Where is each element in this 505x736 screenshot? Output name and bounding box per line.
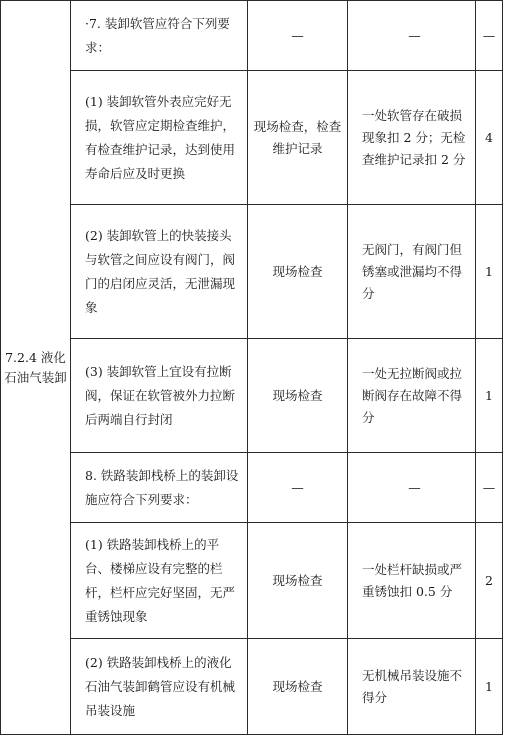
points-cell [476, 639, 503, 735]
scoring-text: 一处软管存在破损现象扣 2 分；无检查维护记录扣 2 分 [362, 107, 466, 167]
requirement-text: (2) 装卸软管上的快装接头与软管之间应设有阀门，阀门的启闭应灵活，无泄漏现象 [85, 227, 236, 315]
method-cell [248, 453, 348, 523]
points-text: — [482, 479, 496, 495]
requirement-text: (1) 装卸软管外表应完好无损，软管应定期检查维护，有检查维护记录，达到使用寿命后应及时更换 [85, 93, 236, 181]
method-text: 现场检查，检查维护记录 [253, 118, 342, 156]
table-row [1, 339, 503, 453]
scoring-cell [348, 453, 476, 523]
requirement-text: 8. 铁路装卸栈桥上的装卸设施应符合下列要求： [85, 467, 239, 507]
scoring-text: 一处栏杆缺损或严重锈蚀扣 0.5 分 [362, 561, 463, 599]
points-text: 1 [485, 387, 493, 403]
method-text: 现场检查 [272, 387, 323, 403]
points-text: — [482, 27, 496, 43]
scoring-text: 无机械吊装设施不得分 [362, 667, 463, 705]
requirement-cell [71, 339, 248, 453]
requirement-cell [71, 639, 248, 735]
table-row [1, 1, 503, 71]
method-text: — [291, 479, 304, 495]
points-text: 1 [485, 263, 493, 279]
table-row [1, 453, 503, 523]
requirement-text: (1) 铁路装卸栈桥上的平台、楼梯应设有完整的栏杆，栏杆应完好坚固，无严重锈蚀现象 [85, 536, 236, 624]
scoring-cell [348, 71, 476, 205]
requirement-text: ·7. 装卸软管应符合下列要求： [85, 15, 230, 55]
method-cell [248, 1, 348, 71]
section-label: 7.2.4 液化石油气装卸 [4, 349, 67, 385]
method-cell [248, 205, 348, 339]
points-cell [476, 205, 503, 339]
requirement-cell [71, 205, 248, 339]
requirement-cell [71, 71, 248, 205]
scoring-text: 一处无拉断阀或拉断阀存在故障不得分 [362, 365, 463, 425]
points-text: 1 [485, 678, 493, 694]
scoring-cell [348, 523, 476, 639]
requirement-cell [71, 453, 248, 523]
method-cell [248, 639, 348, 735]
requirement-cell [71, 523, 248, 639]
method-text: 现场检查 [272, 263, 323, 279]
scoring-cell [348, 639, 476, 735]
section-label-cell [1, 1, 71, 735]
requirement-text: (3) 装卸软管上宜设有拉断阀，保证在软管被外力拉断后两端自行封闭 [85, 363, 236, 427]
method-text: — [291, 27, 304, 43]
points-cell [476, 71, 503, 205]
requirement-text: (2) 铁路装卸栈桥上的液化石油气装卸鹤管应设有机械吊装设施 [85, 654, 236, 718]
points-cell [476, 1, 503, 71]
table-row [1, 71, 503, 205]
scoring-cell [348, 339, 476, 453]
points-text: 4 [485, 129, 493, 145]
method-text: 现场检查 [272, 678, 323, 694]
table-row [1, 639, 503, 735]
scoring-cell [348, 205, 476, 339]
table-row [1, 523, 503, 639]
scoring-text: — [408, 479, 421, 495]
method-text: 现场检查 [272, 572, 323, 588]
scoring-text: — [408, 27, 421, 43]
requirement-cell [71, 1, 248, 71]
points-cell [476, 453, 503, 523]
scoring-text: 无阀门，有阀门但锈塞或泄漏均不得分 [362, 241, 463, 301]
points-cell [476, 339, 503, 453]
method-cell [248, 523, 348, 639]
method-cell [248, 71, 348, 205]
method-cell [248, 339, 348, 453]
points-cell [476, 523, 503, 639]
points-text: 2 [485, 572, 493, 588]
table-row [1, 205, 503, 339]
scoring-cell [348, 1, 476, 71]
